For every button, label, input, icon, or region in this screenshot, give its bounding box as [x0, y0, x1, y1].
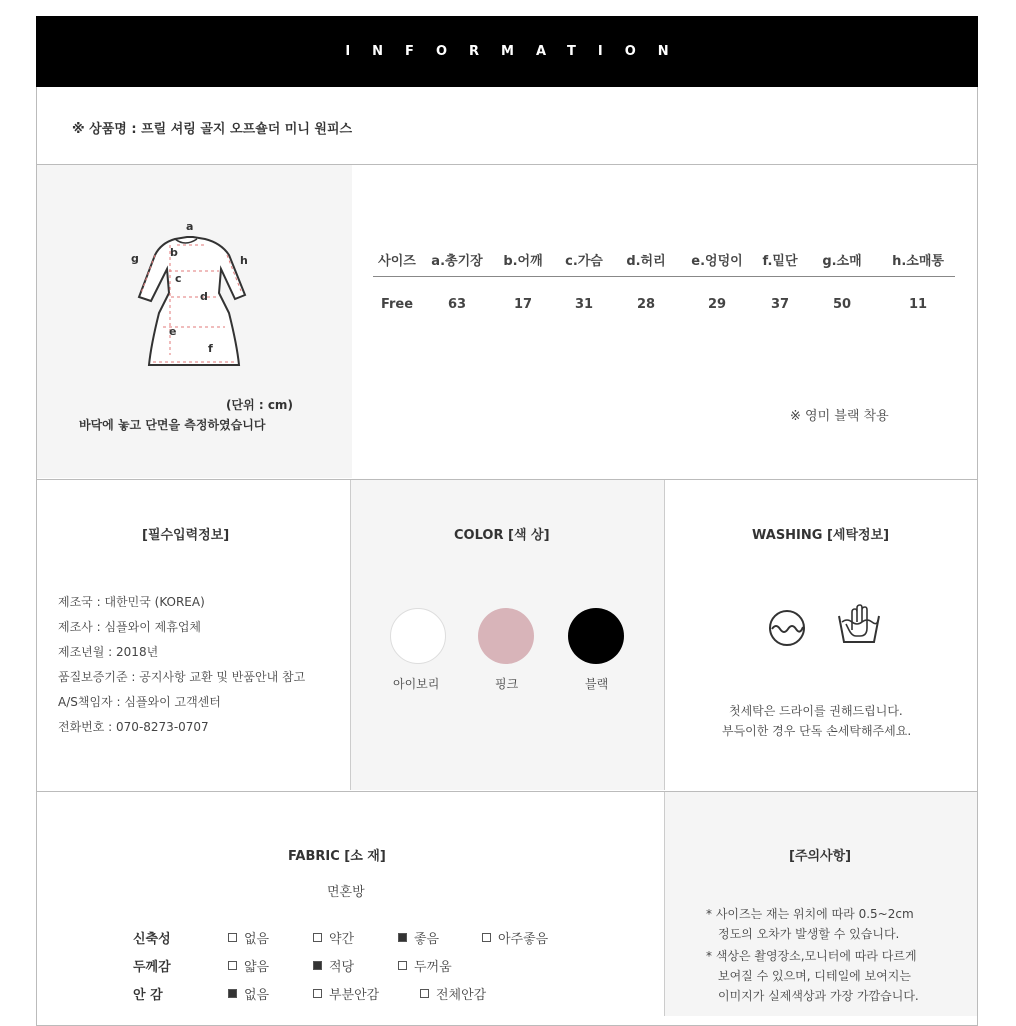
size-value-cell: 63 [447, 297, 467, 312]
size-value-cell: 28 [636, 297, 656, 312]
checkbox-checked [313, 961, 322, 970]
checkbox [313, 989, 322, 998]
checkbox [482, 933, 491, 942]
size-header-cell: c.가슴 [565, 254, 603, 269]
caution-line: 이미지가 실제색상과 가장 가깝습니다. [718, 989, 919, 1003]
size-header-cell: e.엉덩이 [691, 254, 743, 269]
diagram-label-h: h [240, 254, 248, 267]
fabric-row-label: 신축성 [133, 932, 171, 947]
diagram-label-a: a [186, 220, 194, 233]
unit-label: (단위 : cm) [226, 398, 293, 412]
checkbox-checked [228, 989, 237, 998]
caution-title: [주의사항] [789, 849, 852, 864]
fabric-row-stretch [133, 928, 548, 947]
required-info-title: [필수입력정보] [142, 528, 230, 543]
dry-clean-icon [766, 608, 808, 648]
divider [664, 480, 665, 790]
option-slight: 약간 [313, 928, 398, 947]
swatch-black [568, 608, 624, 664]
option-good: 좋음 [398, 928, 482, 947]
size-header-row [373, 250, 955, 277]
caution-line: * 사이즈는 재는 위치에 따라 0.5~2cm [706, 907, 914, 921]
checkbox [228, 961, 237, 970]
option-medium: 적당 [313, 956, 398, 975]
option-thin: 얇음 [228, 956, 313, 975]
size-header-cell: h.소매통 [892, 254, 944, 269]
washing-line-1: 첫세탁은 드라이를 권해드립니다. [729, 704, 903, 718]
size-header-cell: b.어깨 [503, 254, 543, 269]
option-none: 없음 [228, 928, 313, 947]
header-title: INFORMATION [345, 44, 691, 59]
checkbox-checked [398, 933, 407, 942]
size-value-cell: 50 [832, 297, 852, 312]
option-very-good: 아주좋음 [482, 928, 548, 947]
swatch-label: 아이보리 [393, 677, 440, 691]
size-header-cell: a.총기장 [431, 254, 483, 269]
required-info-item: 제조사 : 심플와이 제휴업체 [58, 620, 201, 634]
model-note: ※ 영미 블랙 착용 [790, 409, 889, 424]
size-value-cell: 17 [513, 297, 533, 312]
size-value-cell: 37 [770, 297, 790, 312]
diagram-label-b: b [170, 246, 178, 259]
swatch-ivory [390, 608, 446, 664]
caution-line: 정도의 오차가 발생할 수 있습니다. [718, 927, 900, 941]
checkbox [420, 989, 429, 998]
required-info-item: 제조년월 : 2018년 [58, 645, 159, 659]
washing-line-2: 부득이한 경우 단독 손세탁해주세요. [722, 724, 912, 738]
required-info-item: 품질보증기준 : 공지사항 교환 및 반품안내 참고 [58, 670, 306, 684]
size-value-cell: 11 [908, 297, 928, 312]
required-info-item: A/S책임자 : 심플와이 고객센터 [58, 695, 221, 709]
size-header-cell: f.밑단 [762, 254, 798, 269]
caution-line: 보여질 수 있으며, 디테일에 보여지는 [718, 969, 911, 983]
fabric-row-label: 안 감 [133, 988, 163, 1003]
checkbox [398, 961, 407, 970]
option-partial-lining: 부분안감 [313, 984, 420, 1003]
swatch-label: 블랙 [585, 677, 609, 691]
diagram-label-e: e [169, 325, 177, 338]
divider [350, 480, 351, 790]
diagram-label-d: d [200, 290, 208, 303]
size-value-cell: 31 [574, 297, 594, 312]
caution-line: * 색상은 촬영장소,모니터에 따라 다르게 [706, 949, 917, 963]
swatch-label: 핑크 [495, 677, 519, 691]
required-info-item: 제조국 : 대한민국 (KOREA) [58, 595, 205, 609]
size-header-cell: d.허리 [626, 254, 666, 269]
washing-title: WASHING [세탁정보] [752, 528, 890, 543]
swatch-pink [478, 608, 534, 664]
hand-wash-icon [836, 604, 882, 646]
checkbox [228, 933, 237, 942]
measure-note: 바닥에 놓고 단면을 측정하였습니다 [79, 418, 266, 432]
size-value-cell: Free [380, 297, 414, 312]
fabric-row-lining [133, 984, 486, 1003]
diagram-label-c: c [175, 272, 182, 285]
checkbox [313, 933, 322, 942]
fabric-material: 면혼방 [327, 885, 365, 900]
option-full-lining: 전체안감 [420, 984, 486, 1003]
color-title: COLOR [색 상] [454, 528, 550, 543]
required-info-item: 전화번호 : 070-8273-0707 [58, 720, 209, 734]
size-value-cell: 29 [707, 297, 727, 312]
fabric-row-label: 두께감 [133, 960, 171, 975]
diagram-label-f: f [208, 342, 213, 355]
info-header [36, 16, 978, 87]
dress-diagram-icon [125, 215, 255, 375]
fabric-row-thickness [133, 956, 452, 975]
option-thick: 두꺼움 [398, 956, 452, 975]
option-no-lining: 없음 [228, 984, 313, 1003]
size-table [373, 250, 955, 312]
divider [664, 792, 665, 1016]
size-header-cell: 사이즈 [378, 254, 416, 269]
size-header-cell: g.소매 [822, 254, 862, 269]
size-value-row [373, 297, 955, 312]
product-name: ※ 상품명 : 프릴 셔링 골지 오프숄더 미니 원피스 [72, 122, 353, 137]
fabric-title: FABRIC [소 재] [288, 849, 386, 864]
diagram-label-g: g [131, 252, 139, 265]
